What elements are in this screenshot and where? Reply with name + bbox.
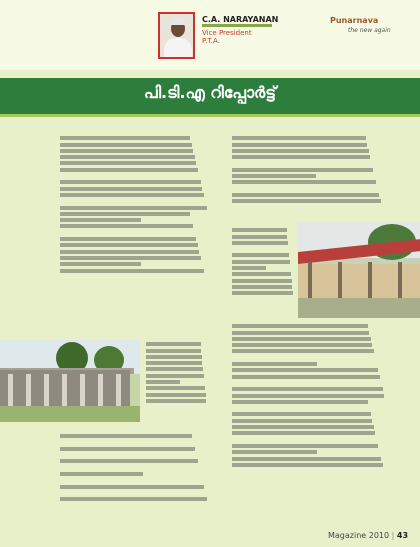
- text-line: [232, 331, 369, 335]
- text-line: [232, 272, 291, 276]
- text-line: [232, 149, 369, 153]
- text-line: [232, 324, 368, 328]
- text-line: [232, 362, 317, 366]
- text-line: [146, 355, 202, 359]
- text-line: [60, 224, 193, 228]
- body-column-right-lower: [232, 226, 294, 298]
- text-line: [232, 260, 290, 264]
- text-line: [146, 399, 206, 403]
- page-footer: [328, 531, 408, 540]
- credits-block: [60, 432, 210, 504]
- banner-stripe: [0, 114, 420, 117]
- text-line: [232, 279, 292, 283]
- text-line: [232, 412, 371, 416]
- text-line: [60, 206, 207, 210]
- text-line: [232, 199, 381, 203]
- text-line: [232, 174, 316, 178]
- text-line: [60, 485, 204, 489]
- footer-label: Magazine 2010: [328, 531, 390, 540]
- text-line: [232, 155, 370, 159]
- text-line: [232, 241, 288, 245]
- text-line: [232, 228, 287, 232]
- text-line: [60, 262, 141, 266]
- text-line: [232, 180, 376, 184]
- text-line: [60, 243, 198, 247]
- body-column-left-lower: [146, 340, 208, 405]
- text-line: [232, 285, 292, 289]
- text-line: [60, 143, 192, 147]
- person-role: Vice President: [202, 29, 252, 37]
- text-line: [60, 256, 201, 260]
- name-underline: [202, 24, 272, 27]
- text-line: [232, 337, 371, 341]
- text-line: [60, 187, 202, 191]
- text-line: [232, 136, 366, 140]
- footer-separator: |: [391, 531, 395, 540]
- text-line: [232, 368, 378, 372]
- text-line: [60, 447, 195, 451]
- text-line: [232, 291, 293, 295]
- shed-photo: [298, 222, 420, 318]
- text-line: [232, 457, 381, 461]
- text-line: [60, 180, 201, 184]
- text-line: [232, 431, 375, 435]
- text-line: [60, 218, 141, 222]
- text-line: [60, 212, 190, 216]
- magazine-title: Punarnava: [330, 16, 379, 25]
- text-line: [146, 342, 201, 346]
- text-line: [232, 349, 374, 353]
- text-line: [232, 143, 367, 147]
- text-line: [60, 269, 204, 273]
- text-line: [146, 380, 180, 384]
- text-line: [146, 361, 202, 365]
- text-line: [60, 250, 199, 254]
- text-line: [60, 149, 193, 153]
- text-line: [232, 419, 372, 423]
- text-line: [60, 472, 143, 476]
- text-line: [232, 193, 379, 197]
- text-line: [146, 393, 206, 397]
- text-line: [232, 235, 287, 239]
- person-name: C.A. NARAYANAN: [202, 15, 279, 24]
- text-line: [146, 367, 203, 371]
- text-line: [232, 343, 372, 347]
- text-line: [146, 386, 205, 390]
- text-line: [232, 444, 378, 448]
- text-line: [232, 168, 373, 172]
- school-building-photo: [0, 340, 140, 422]
- text-line: [232, 400, 368, 404]
- text-line: [146, 349, 201, 353]
- text-line: [60, 434, 192, 438]
- text-line: [232, 425, 374, 429]
- text-line: [232, 253, 289, 257]
- person-org: P.T.A.: [202, 37, 220, 45]
- magazine-subtitle: the new again: [348, 27, 391, 34]
- text-line: [232, 394, 384, 398]
- text-line: [60, 136, 190, 140]
- text-line: [60, 161, 196, 165]
- text-line: [232, 387, 383, 391]
- text-line: [60, 237, 196, 241]
- article-title: പി.ടി.എ റിപ്പോർട്ട്: [143, 83, 277, 102]
- text-line: [146, 374, 204, 378]
- text-line: [60, 459, 198, 463]
- text-line: [60, 193, 204, 197]
- text-line: [60, 155, 195, 159]
- text-line: [232, 375, 380, 379]
- text-line: [60, 497, 207, 501]
- portrait-photo: [158, 12, 195, 59]
- text-line: [60, 168, 198, 172]
- text-line: [232, 463, 383, 467]
- page-number: 43: [396, 531, 409, 540]
- body-column-right-bottom: [232, 322, 386, 469]
- body-column-right: [232, 134, 384, 206]
- text-line: [232, 450, 317, 454]
- text-line: [232, 266, 266, 270]
- body-column-left: [60, 134, 208, 275]
